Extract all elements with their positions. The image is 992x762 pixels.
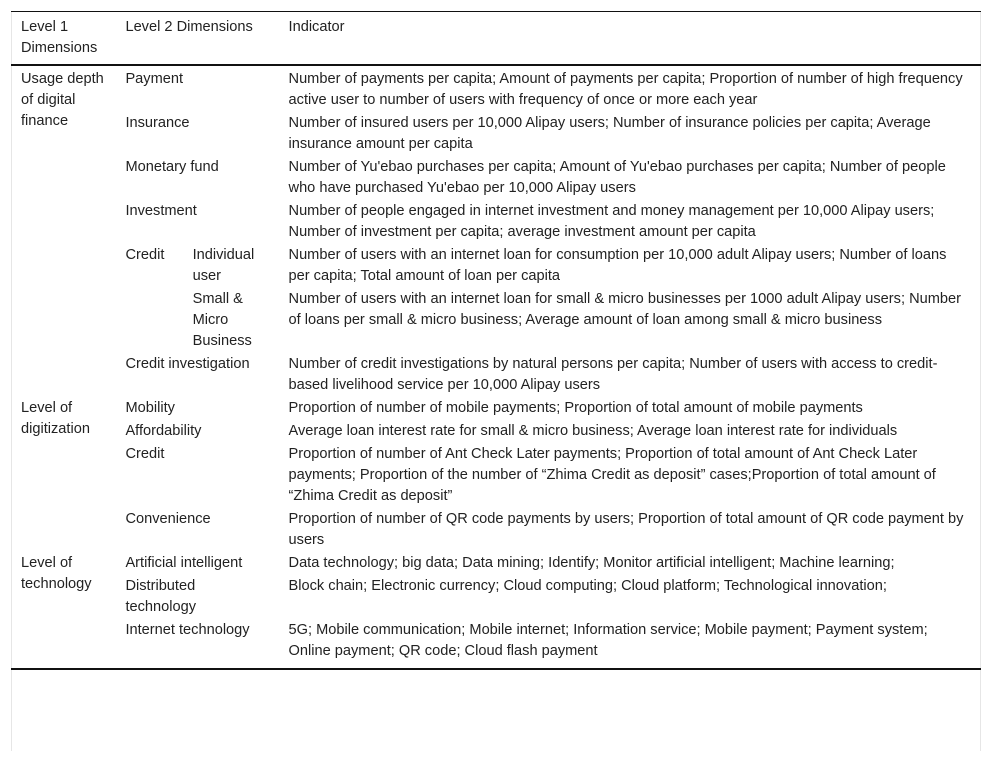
level2-cell: Internet technology xyxy=(125,622,250,638)
table-row xyxy=(11,420,981,443)
level2-cell: Credit investigation xyxy=(125,356,250,372)
table-header-row xyxy=(11,12,981,66)
table-row xyxy=(11,552,981,575)
table-row xyxy=(11,112,981,156)
level2-cell: Monetary fund xyxy=(125,159,219,175)
table-row xyxy=(11,65,981,112)
table-row xyxy=(11,575,981,619)
level2-cell: Affordability xyxy=(125,423,202,439)
level1-cell: Usage depth of digital finance xyxy=(21,71,104,129)
level2-cell: Artificial intelligent xyxy=(125,555,243,571)
table-row xyxy=(11,200,981,244)
header-level1: Level 1 Dimensions xyxy=(21,19,98,56)
level2-cell: Distributed technology xyxy=(125,578,197,615)
level2-cell: Payment xyxy=(125,71,184,87)
level1-cell: Level of digitization xyxy=(21,400,90,437)
level2-cell: Mobility xyxy=(125,400,175,416)
level2-cell: Convenience xyxy=(125,511,211,527)
indicator-cell: Average loan interest rate for small & micro business; Average loan interest rate for individuals xyxy=(288,423,898,439)
table-row xyxy=(11,353,981,397)
indicator-cell: Data technology; big data; Data mining; Identify; Monitor artificial intelligent; Machine learning; xyxy=(288,555,895,571)
level2-sub-cell: Individual user xyxy=(192,247,255,284)
indicator-cell: Number of payments per capita; Amount of payments per capita; Proportion of number of high frequency active user to number of users with frequency of once or more each year xyxy=(288,71,963,108)
indicator-cell: Number of insured users per 10,000 Alipay users; Number of insurance policies per capita; Average insurance amount per capita xyxy=(288,115,931,152)
table-row xyxy=(11,244,981,288)
level2-cell: Insurance xyxy=(125,115,190,131)
level2-sub-cell: Small & Micro Business xyxy=(192,291,252,349)
table-row xyxy=(11,156,981,200)
level2-cell: Credit xyxy=(125,247,165,263)
indicator-cell: 5G; Mobile communication; Mobile internet; Information service; Mobile payment; Payment system; Online payment; QR code; Cloud flash payment xyxy=(288,622,928,659)
indicator-cell: Proportion of number of mobile payments; Proportion of total amount of mobile payments xyxy=(288,400,863,416)
indicator-cell: Proportion of number of Ant Check Later payments; Proportion of total amount of Ant Check Later payments; Proportion of the number of “Zhima Credit as deposit” cases;Proportion of total amount of “Zhima Credit as deposit” xyxy=(288,446,936,504)
indicator-cell: Block chain; Electronic currency; Cloud computing; Cloud platform; Technological innovation; xyxy=(288,578,887,594)
table-row xyxy=(11,619,981,669)
indicator-cell: Number of Yu'ebao purchases per capita; Amount of Yu'ebao purchases per capita; Number of people who have purchased Yu'ebao per 10,000 Alipay users xyxy=(288,159,946,196)
indicator-cell: Number of credit investigations by natural persons per capita; Number of users with access to credit-based livelihood service per 10,000 Alipay users xyxy=(288,356,938,393)
indicator-cell: Proportion of number of QR code payments by users; Proportion of total amount of QR code payment by users xyxy=(288,511,964,548)
indicator-cell: Number of people engaged in internet investment and money management per 10,000 Alipay users; Number of investment per capita; average investment amount per capita xyxy=(288,203,935,240)
header-indicator: Indicator xyxy=(288,19,345,35)
level2-cell: Credit xyxy=(125,446,165,462)
header-level2: Level 2 Dimensions xyxy=(125,19,253,35)
table-row xyxy=(11,508,981,552)
indicator-cell: Number of users with an internet loan for small & micro businesses per 1000 adult Alipay users; Number of loans per small & micro business; Average amount of loan among small & micro business xyxy=(288,291,961,328)
indicator-cell: Number of users with an internet loan for consumption per 10,000 adult Alipay users; Number of loans per capita; Total amount of loan per capita xyxy=(288,247,947,284)
table-row xyxy=(11,443,981,508)
table-row xyxy=(11,397,981,420)
dimensions-indicator-table xyxy=(11,11,981,670)
level1-cell: Level of technology xyxy=(21,555,92,592)
level2-cell: Investment xyxy=(125,203,197,219)
